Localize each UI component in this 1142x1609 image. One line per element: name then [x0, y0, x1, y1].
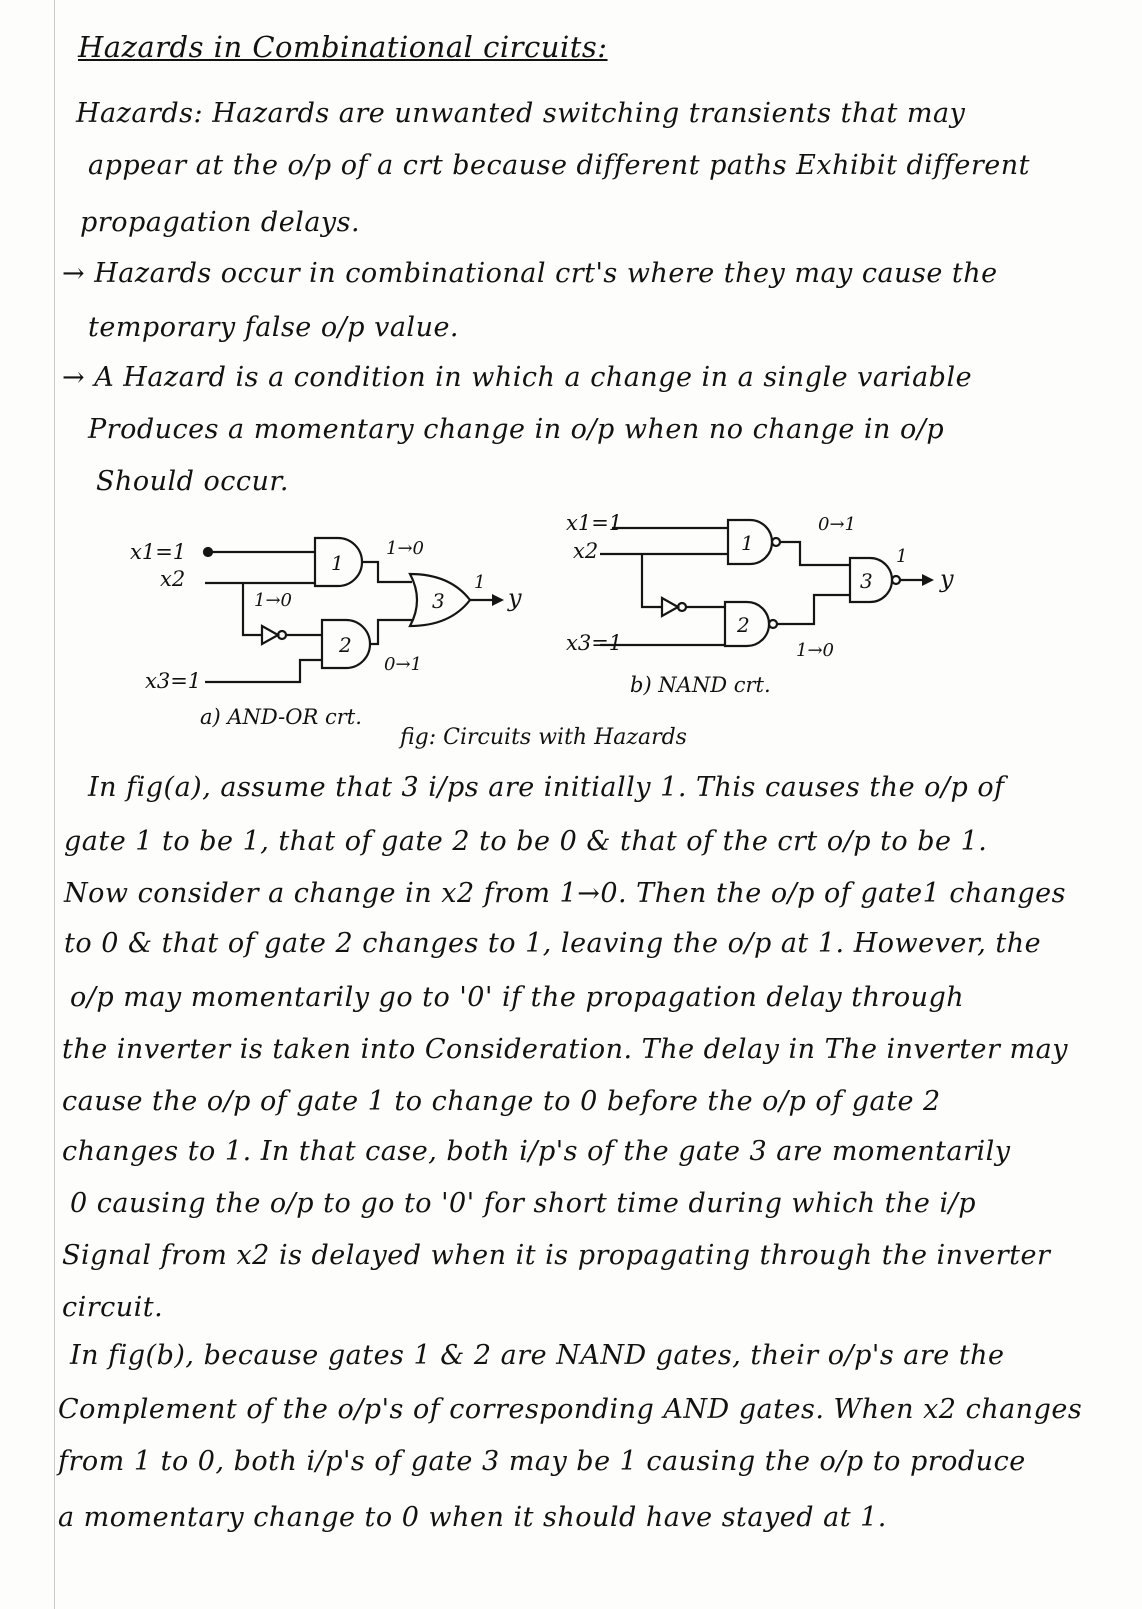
paragraph-a-line: Now consider a change in x2 from 1→0. Then the o/p of gate1 changes	[64, 878, 1066, 909]
label-gate1-b: 1	[741, 531, 754, 555]
label-x2-change-a: 1→0	[254, 590, 292, 611]
label-x2-a: x2	[160, 567, 186, 591]
paragraph-b-line: a momentary change to 0 when it should have stayed at 1.	[58, 1502, 887, 1533]
x1-dot	[204, 548, 212, 556]
paragraph-a-line: In fig(a), assume that 3 i/ps are initially 1. This causes the o/p of	[88, 772, 1005, 803]
label-x2-b: x2	[573, 539, 599, 563]
bullet-line: Should occur.	[96, 466, 289, 497]
label-g2-out-b: 1→0	[796, 640, 834, 661]
label-x3-b: x3=1	[566, 631, 623, 655]
label-gate2-a: 2	[339, 633, 352, 657]
label-gate3-b: 3	[860, 569, 873, 593]
output-arrow-a	[492, 594, 504, 606]
definition-line: appear at the o/p of a crt because different paths Exhibit different	[88, 150, 1031, 181]
output-arrow-b	[922, 574, 934, 586]
definition-line: Hazards: Hazards are unwanted switching transients that may	[76, 98, 966, 129]
paragraph-b-line: from 1 to 0, both i/p's of gate 3 may be 1 causing the o/p to produce	[58, 1446, 1026, 1477]
caption-a: a) AND-OR crt.	[200, 705, 362, 729]
label-out-val-a: 1	[474, 572, 486, 593]
label-g1-out-a: 1→0	[386, 538, 424, 559]
hazard-circuits-figure	[0, 0, 1142, 760]
paragraph-b-line: In fig(b), because gates 1 & 2 are NAND gates, their o/p's are the	[70, 1340, 1005, 1371]
inverter-b	[662, 598, 678, 616]
definition-line: propagation delays.	[80, 207, 361, 238]
label-gate1-a: 1	[331, 551, 344, 575]
label-g2-out-a: 0→1	[384, 654, 422, 675]
paragraph-a-line: Signal from x2 is delayed when it is propagating through the inverter	[62, 1240, 1051, 1271]
caption-b: b) NAND crt.	[630, 673, 771, 697]
paragraph-b-line: Complement of the o/p's of corresponding AND gates. When x2 changes	[58, 1394, 1083, 1425]
label-gate3-a: 3	[432, 589, 445, 613]
bullet-line: Produces a momentary change in o/p when no change in o/p	[88, 414, 945, 445]
paragraph-a-line: 0 causing the o/p to go to '0' for short time during which the i/p	[70, 1188, 976, 1219]
bullet-line: temporary false o/p value.	[88, 312, 460, 343]
paragraph-a-line: cause the o/p of gate 1 to change to 0 before the o/p of gate 2	[62, 1086, 941, 1117]
inverter-a	[262, 626, 278, 644]
label-x3-a: x3=1	[145, 669, 202, 693]
paragraph-a-line: the inverter is taken into Consideration. The delay in The inverter may	[62, 1034, 1068, 1065]
label-x1-b: x1=1	[566, 511, 623, 535]
label-gate2-b: 2	[737, 613, 750, 637]
paragraph-a-line: circuit.	[62, 1292, 164, 1323]
bullet-line: → A Hazard is a condition in which a change in a single variable	[62, 362, 973, 393]
label-y-b: y	[940, 565, 954, 593]
label-y-a: y	[508, 584, 522, 612]
label-g1-out-b: 0→1	[818, 514, 856, 535]
page-heading: Hazards in Combinational circuits:	[78, 30, 608, 64]
paragraph-a-line: to 0 & that of gate 2 changes to 1, leaving the o/p at 1. However, the	[64, 928, 1042, 959]
paragraph-a-line: changes to 1. In that case, both i/p's of the gate 3 are momentarily	[62, 1136, 1011, 1167]
label-x1-a: x1=1	[130, 540, 187, 564]
figure-caption: fig: Circuits with Hazards	[400, 725, 687, 750]
paragraph-a-line: gate 1 to be 1, that of gate 2 to be 0 & that of the crt o/p to be 1.	[64, 826, 988, 857]
paragraph-a-line: o/p may momentarily go to '0' if the propagation delay through	[70, 982, 965, 1013]
bullet-line: → Hazards occur in combinational crt's where they may cause the	[62, 258, 998, 289]
label-out-val-b: 1	[896, 546, 908, 567]
